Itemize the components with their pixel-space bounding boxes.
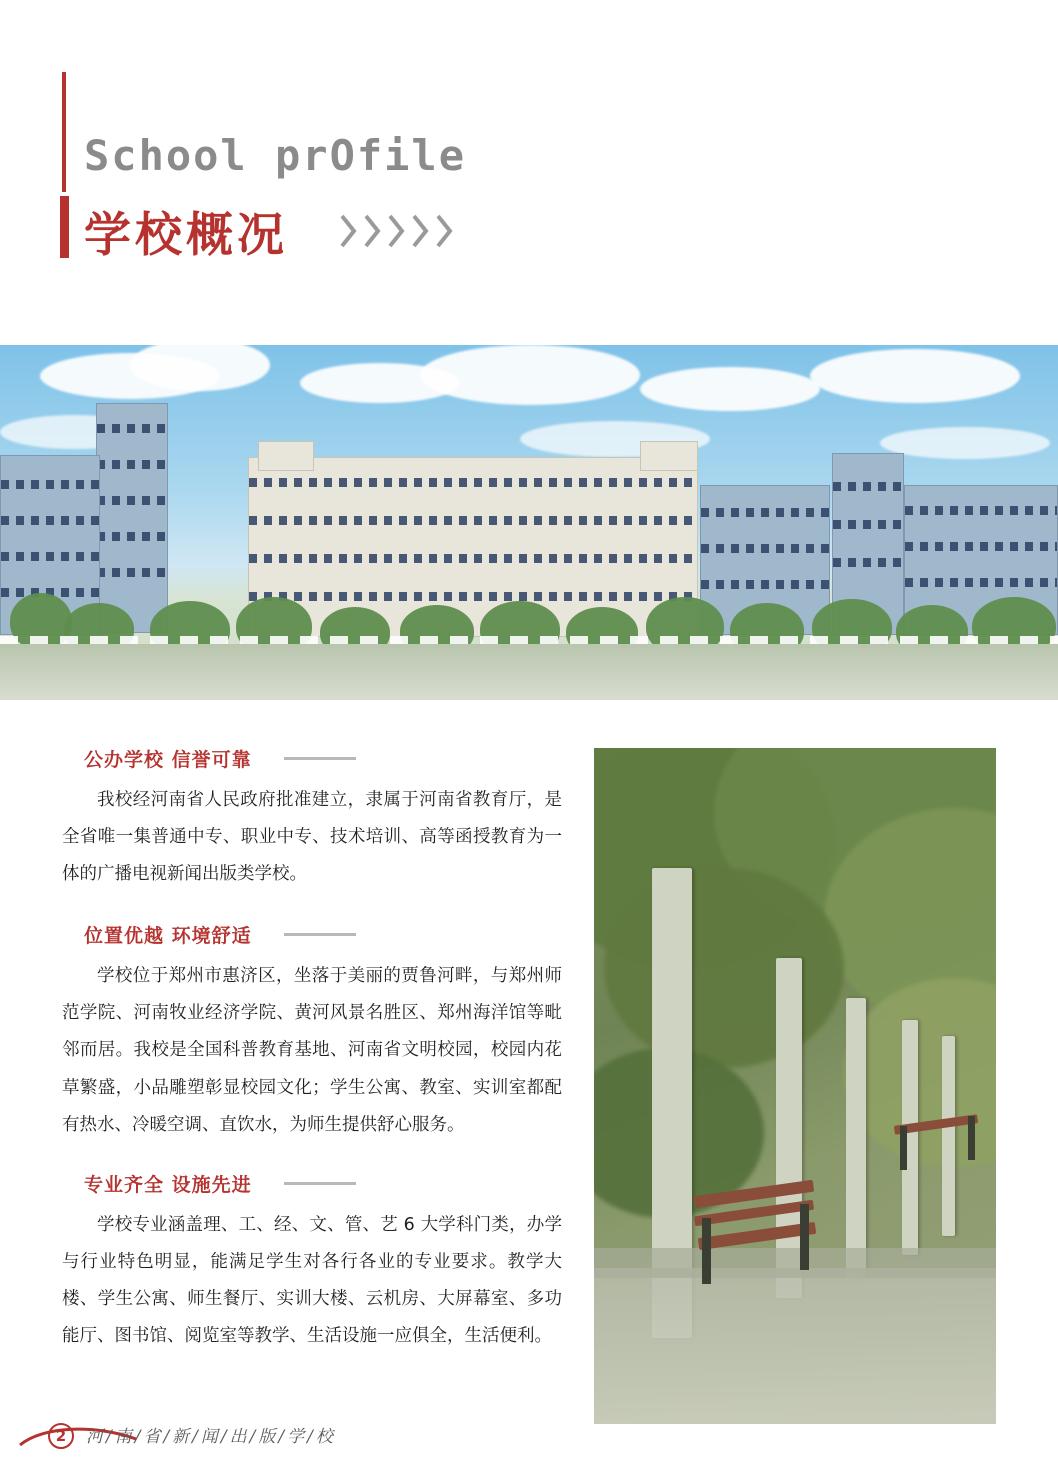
- section-paragraph-3: 学校专业涵盖理、工、经、文、管、艺 6 大学科门类，办学与行业特色明显，能满足学生对各行各业的专业要求。教学大楼、学生公寓、师生餐厅、实训大楼、云机房、大屏幕室、多功能厅、图书馆、阅览室等教学、生活设施一应俱全，生活便利。: [62, 1214, 562, 1347]
- heading-rule: [284, 1182, 356, 1185]
- section-paragraph-2: 学校位于郑州市惠济区，坐落于美丽的贾鲁河畔，与郑州师范学院、河南牧业经济学院、黄河风景名胜区、郑州海洋馆等毗邻而居。我校是全国科普教育基地、河南省文明校园，校园内花草繁盛，小品雕塑彰显校园文化；学生公寓、教室、实训室都配有热水、冷暖空调、直饮水，为师生提供舒心服务。: [62, 966, 562, 1135]
- section-heading-2-text: 位置优越 环境舒适: [84, 925, 252, 948]
- page-number: 2: [48, 1423, 74, 1449]
- section-heading-1: [84, 745, 562, 772]
- field-ground: [0, 644, 1058, 700]
- chevron-right-icon: [340, 214, 358, 248]
- section-heading-1-text: 公办学校 信誉可靠: [84, 749, 252, 771]
- section-heading-3: [84, 1170, 562, 1197]
- page-footer: [0, 1413, 1058, 1463]
- chevron-right-icon: [388, 214, 406, 248]
- page-header: [0, 0, 1058, 300]
- article-body: [62, 745, 562, 1383]
- chevron-right-icon: [364, 214, 382, 248]
- chevron-group: [340, 214, 454, 248]
- section-heading-2: [84, 921, 562, 948]
- section-paragraph-1: 我校经河南省人民政府批准建立，隶属于河南省教育厅，是全省唯一集普通中专、职业中专、技术培训、高等函授教育为一体的广播电视新闻出版类学校。: [62, 790, 562, 885]
- campus-building-photo: [0, 345, 1058, 700]
- campus-walkway-photo: [594, 748, 996, 1424]
- page-title-chinese: 学校概况: [84, 208, 288, 263]
- chevron-right-icon: [412, 214, 430, 248]
- chevron-right-icon: [436, 214, 454, 248]
- section-heading-3-text: 专业齐全 设施先进: [84, 1173, 252, 1196]
- header-accent-bar-bottom: [60, 196, 69, 258]
- heading-rule: [284, 757, 356, 760]
- page-title-english: School prOfile: [84, 131, 467, 180]
- header-accent-bar-top: [62, 72, 66, 192]
- heading-rule: [284, 933, 356, 936]
- footer-school-name: 河/南/省/新/闻/出/版/学/校: [86, 1427, 336, 1447]
